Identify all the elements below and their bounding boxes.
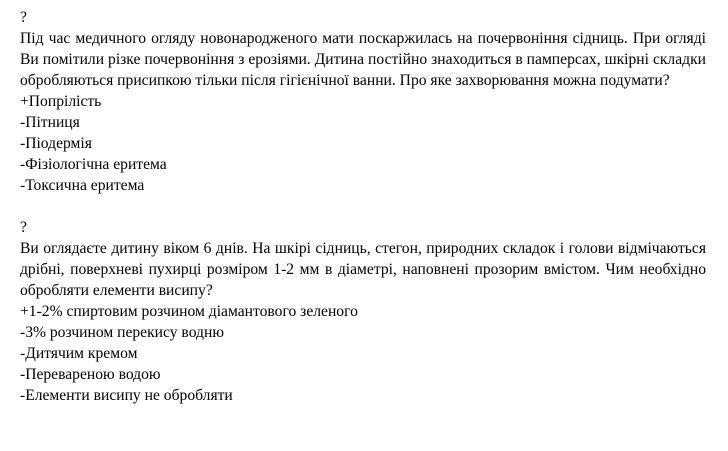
question-text: Під час медичного огляду новонародженого мати поскаржилась на почервоніння сідниць. При огляді Ви помітили різке почервоніння з ерозіями. Дитина постійно знаходиться в памперсах, шкірні складки обробляються присипкою тільки після гігієнічної ванни. Про яке захворювання можна подумати? xyxy=(20,30,706,89)
question-block-1 xyxy=(20,7,706,196)
answer-option: -Токсична еритема xyxy=(20,177,145,194)
question-marker: ? xyxy=(20,219,27,236)
question-block-2 xyxy=(20,217,706,406)
question-text: Ви оглядаєте дитину віком 6 днів. На шкірі сідниць, стегон, природних складок і голови відмічаються дрібні, поверхневі пухирці розміром 1-2 мм в діаметрі, наповнені прозорим вмістом. Чим необхідно обробляти елементи висипу? xyxy=(20,240,706,299)
answer-option: -Перевареною водою xyxy=(20,366,161,383)
document-page xyxy=(20,7,706,406)
answer-option: -Піодермія xyxy=(20,135,92,152)
answer-options xyxy=(20,301,706,406)
answer-option: -Фізіологічна еритема xyxy=(20,156,167,173)
answer-option: -3% розчином перекису водню xyxy=(20,324,224,341)
answer-option: +Попрілість xyxy=(20,93,102,110)
answer-option: -Елементи висипу не обробляти xyxy=(20,387,233,404)
answer-option: -Дитячим кремом xyxy=(20,345,138,362)
answer-option: -Пітниця xyxy=(20,114,80,131)
answer-option: +1-2% спиртовим розчином діамантового зеленого xyxy=(20,303,358,320)
question-marker: ? xyxy=(20,9,27,26)
answer-options xyxy=(20,91,706,196)
